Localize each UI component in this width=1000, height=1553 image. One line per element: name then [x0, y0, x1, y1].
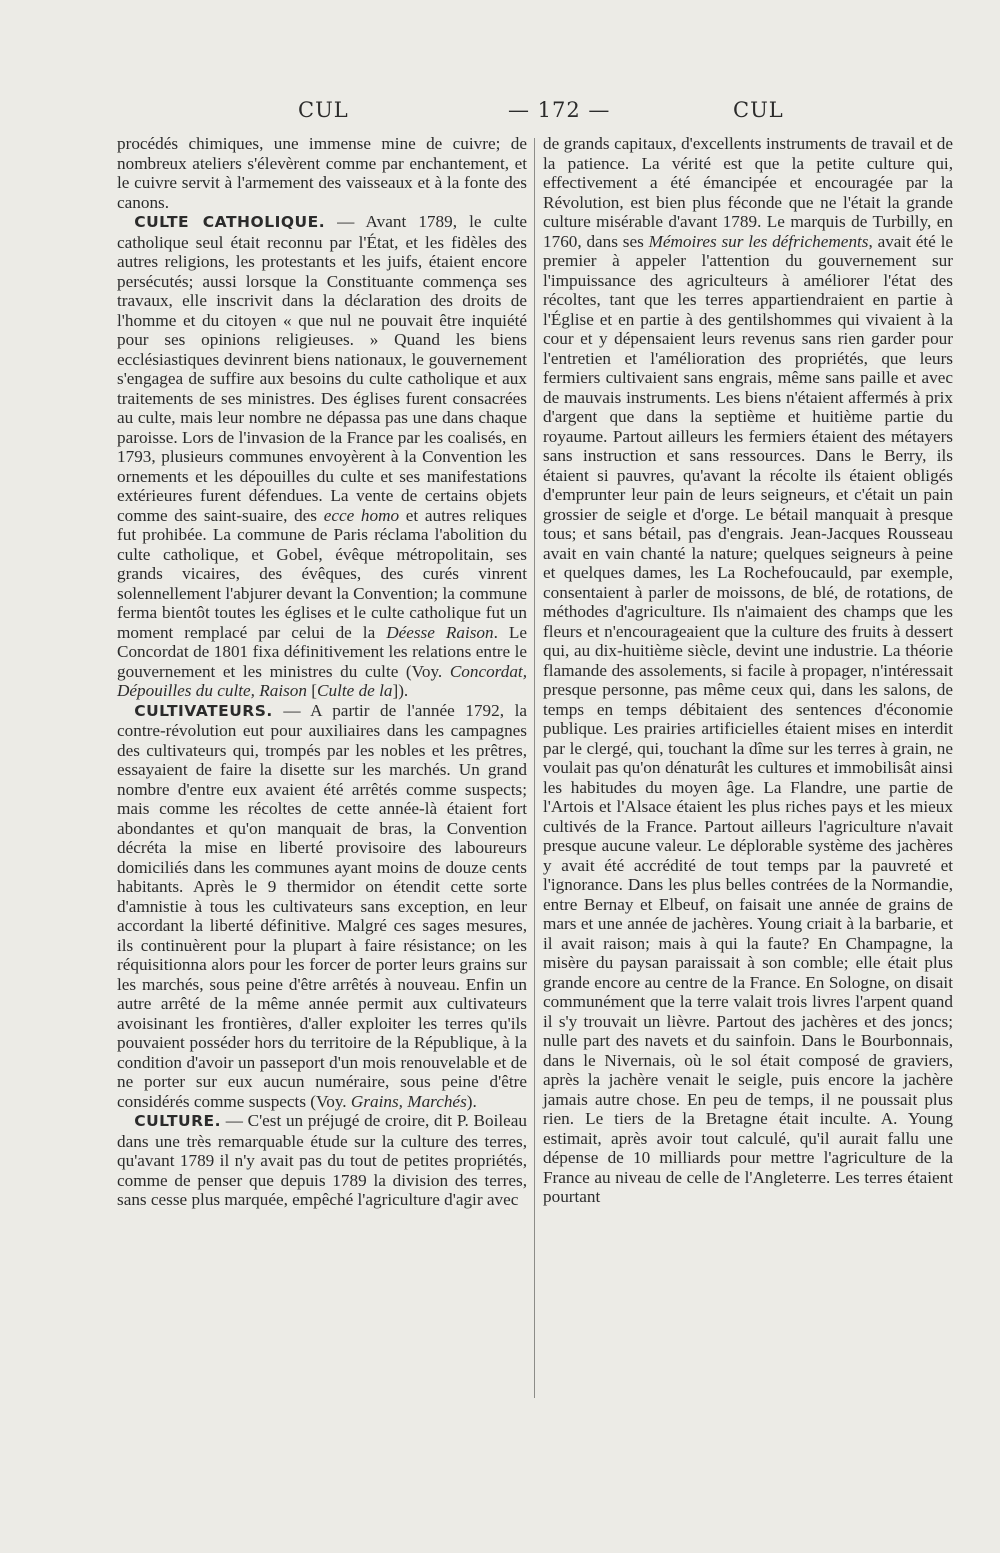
entry-text: ). — [466, 1091, 477, 1111]
entry-heading: CULTE CATHOLIQUE. — [134, 213, 326, 231]
entry-text: , avait été le premier à appeler l'attention du gouvernement sur l'impuissance des agriculteurs à améliorer l'état des récoltes, tant que les terres appartiendraient en partie à l'Église et en partie à des gentilshommes qui vivaient à la cour et y dépensaient leurs revenus sans rien garder pour l'entretien et l'amélioration des propriétés, que leurs fermiers cultivaient sans engrais, même sans paille et avec de mauvais instruments. Les biens n'étaient affermés à prix d'argent que dans la septième et huitième partie du royaume. Partout ailleurs les fermiers étaient des métayers sans instruction et sans ressources. Dans le Berry, ils étaient si pauvres, qu'avant la récolte ils étaient obligés d'emprunter leur pain de leurs seigneurs, et c'était un pain grossier de seigle et d'orge. Le bétail manquait à presque tous; et sans bétail, pas d'engrais. Jean-Jacques Rousseau avait en vain chanté la nature; quelques seigneurs à peine et quelques dames, les La Rochefoucauld, par exemple, consentaient à parler de moissons, de blé, de rotations, de méthodes d'agriculture. Ils n'aimaient des champs que les fleurs et n'encourageaient que la culture des fruits à dessert qui, au dix-huitième siècle, devint une industrie. La théorie flamande des assolements, si facile à propager, n'intéressait presque personne, pas même ceux qui, dans les salons, de temps en temps débitaient des sentences d'économie publique. Les prairies artificielles étaient mises en interdit par le clergé, qui, touchant la dîme sur les terres à grain, ne voulait pas qu'on dénaturât les cultures et immobilisât ainsi les habitudes du moyen âge. La Flandre, une partie de l'Artois et l'Alsace étaient les plus riches pays et les mieux cultivés de la France. Partout ailleurs l'agriculture n'avait presque aucune valeur. Le déplorable système des jachères y avait été accrédité de tout temps par la pauvreté et l'ignorance. Dans les plus belles contrées de la Normandie, entre Bernay et Elbeuf, on faisait une année de grains de mars et une année de jachères. Young criait à la barbarie, et il avait raison; mais à qui la faute? En Champagne, la misère du paysan paraissait à son comble; elle était plus grande encore au centre de la France. En Sologne, on disait communément que la terre valait trois livres l'arpent quand il s'y trouvait un lièvre. Partout des jachères et des joncs; nulle part des navets et du sainfoin. Dans le Bourbonnais, dans le Nivernais, où le sol était composé de graviers, après la jachère venait le seigle, puis encore la jachère jamais autre chose. En peu de temps, il ne poussait plus rien. Le tiers de la Bretagne était inculte. A. Young estimait, après avoir tout calculé, qu'il aurait fallu une dépense de 10 milliards pour mettre l'agriculture de la France au niveau de celle de l'Angleterre. Les terres étaient pourtant — [543, 231, 953, 1206]
right-column — [543, 134, 953, 1207]
left-column — [117, 134, 527, 1210]
header-right: CUL — [733, 98, 784, 122]
italic-text: ecce homo — [323, 505, 400, 525]
cross-reference: Culte de la — [317, 681, 393, 700]
entry-text: — Avant 1789, le culte catholique seul était reconnu par l'État, et les fidèles des autres religions, les protestants et les juifs, étaient encore persécutés; aussi lorsque la Constituante commença ses travaux, elle inscrivit dans la déclaration des droits de l'homme et du citoyen « que nul ne pouvait être inquiété pour ses opinions religieuses. » Quand les biens ecclésiastiques devinrent biens nationaux, le gouvernement s'engagea de suffire aux besoins du culte catholique et aux traitements de ses ministres. Des églises furent consacrées au culte, mais leur nombre ne dépassa pas une dans chaque paroisse. Lors de l'invasion de la France par les coalisés, en 1793, plusieurs communes envoyèrent à la Convention les ornements et les dépouilles du culte et ses manifestations extérieures furent défendues. La vente de certains objets comme des saint-suaire, des — [117, 212, 527, 525]
paragraph-text: procédés chimiques, une immense mine de cuivre; de nombreux ateliers s'élevèrent comme par enchantement, et le cuivre servit à l'armement des vaisseaux et à la fonte des canons. — [117, 134, 527, 212]
cross-reference: Grains, Marchés — [350, 1091, 467, 1111]
italic-text: Déesse Raison — [386, 622, 494, 642]
entry-text: — A partir de l'année 1792, la contre-révolution eut pour auxiliaires dans les campagnes des cultivateurs qui, trompés par les nobles et les prêtres, essayaient de faire la disette sur les marchés. Un grand nombre d'entre eux avaient été arrêtés comme suspects; mais comme les récoltes de cette année-là étaient fort abondantes et qu'on manquait de bras, la Convention décréta la mise en liberté provisoire des laboureurs domiciliés dans les communes ayant moins de douze cents habitants. Après le 9 thermidor on étendit cette sorte d'amnistie à tous les cultivateurs sans exception, en leur accordant la liberté définitive. Malgré ces sages mesures, ils continuèrent pour la plupart à faire résistance; on les réquisitionna alors pour les forcer de porter leurs grains sur les marchés, sous peine d'être arrêtés à nouveau. Enfin un autre arrêté de la même année permit aux cultivateurs avoisinant les frontières, d'aller exploiter les terres qu'ils pouvaient posséder hors du territoire de la République, à la condition d'avoir un passeport d'un mois renouvelable et de ne porter sur eux aucun numéraire, sous peine d'être considérés comme suspects (Voy. — [117, 700, 527, 1111]
entry-text: . Le Concordat de 1801 fixa définitivement les relations entre le gouvernement et les ministres du culte (Voy. — [117, 622, 528, 681]
running-header — [0, 98, 1000, 132]
entry-heading: CULTURE. — [134, 1112, 222, 1130]
column-divider — [534, 138, 535, 1398]
entry-culte-catholique — [117, 212, 527, 701]
entry-text: [ — [307, 681, 318, 700]
entry-culture-continued — [543, 134, 953, 1207]
header-left: CUL — [298, 98, 349, 122]
entry-cultivateurs — [117, 701, 527, 1112]
entry-text: de grands capitaux, d'excellents instruments de travail et de la patience. La vérité est que la petite culture qui, effectivement a été émancipée et encouragée par la Révolution, est bien plus féconde que ne l'était la grande culture misérable d'avant 1789. Le marquis de Turbilly, en 1760, dans ses — [543, 134, 953, 251]
italic-title: Mémoires sur les défrichements — [648, 231, 869, 251]
entry-text: et autres reliques fut prohibée. La commune de Paris réclama l'abolition du culte catholique, et Gobel, évêque métropolitain, ses grands vicaires, des évêques, des curés vinrent solennellement l'abjurer devant la Convention; la commune ferma bientôt toutes les églises et le culte catholique fut un moment remplacé par celui de la — [117, 505, 528, 642]
cross-reference: Concordat, Dépouilles du culte, Raison — [117, 661, 527, 700]
entry-text: ]). — [392, 681, 409, 700]
paragraph-continuation — [117, 134, 527, 212]
entry-text: — C'est un préjugé de croire, dit P. Boileau dans une très remarquable étude sur la culture des terres, qu'avant 1789 il n'y avait pas du tout de petites propriétés, comme de penser que depuis 1789 la division des terres, sans cesse plus marquée, empêché l'agriculture d'agir avec — [117, 1111, 527, 1209]
entry-culture — [117, 1111, 527, 1210]
page-number: — 172 — — [508, 98, 611, 122]
entry-heading: CULTIVATEURS. — [134, 701, 273, 720]
